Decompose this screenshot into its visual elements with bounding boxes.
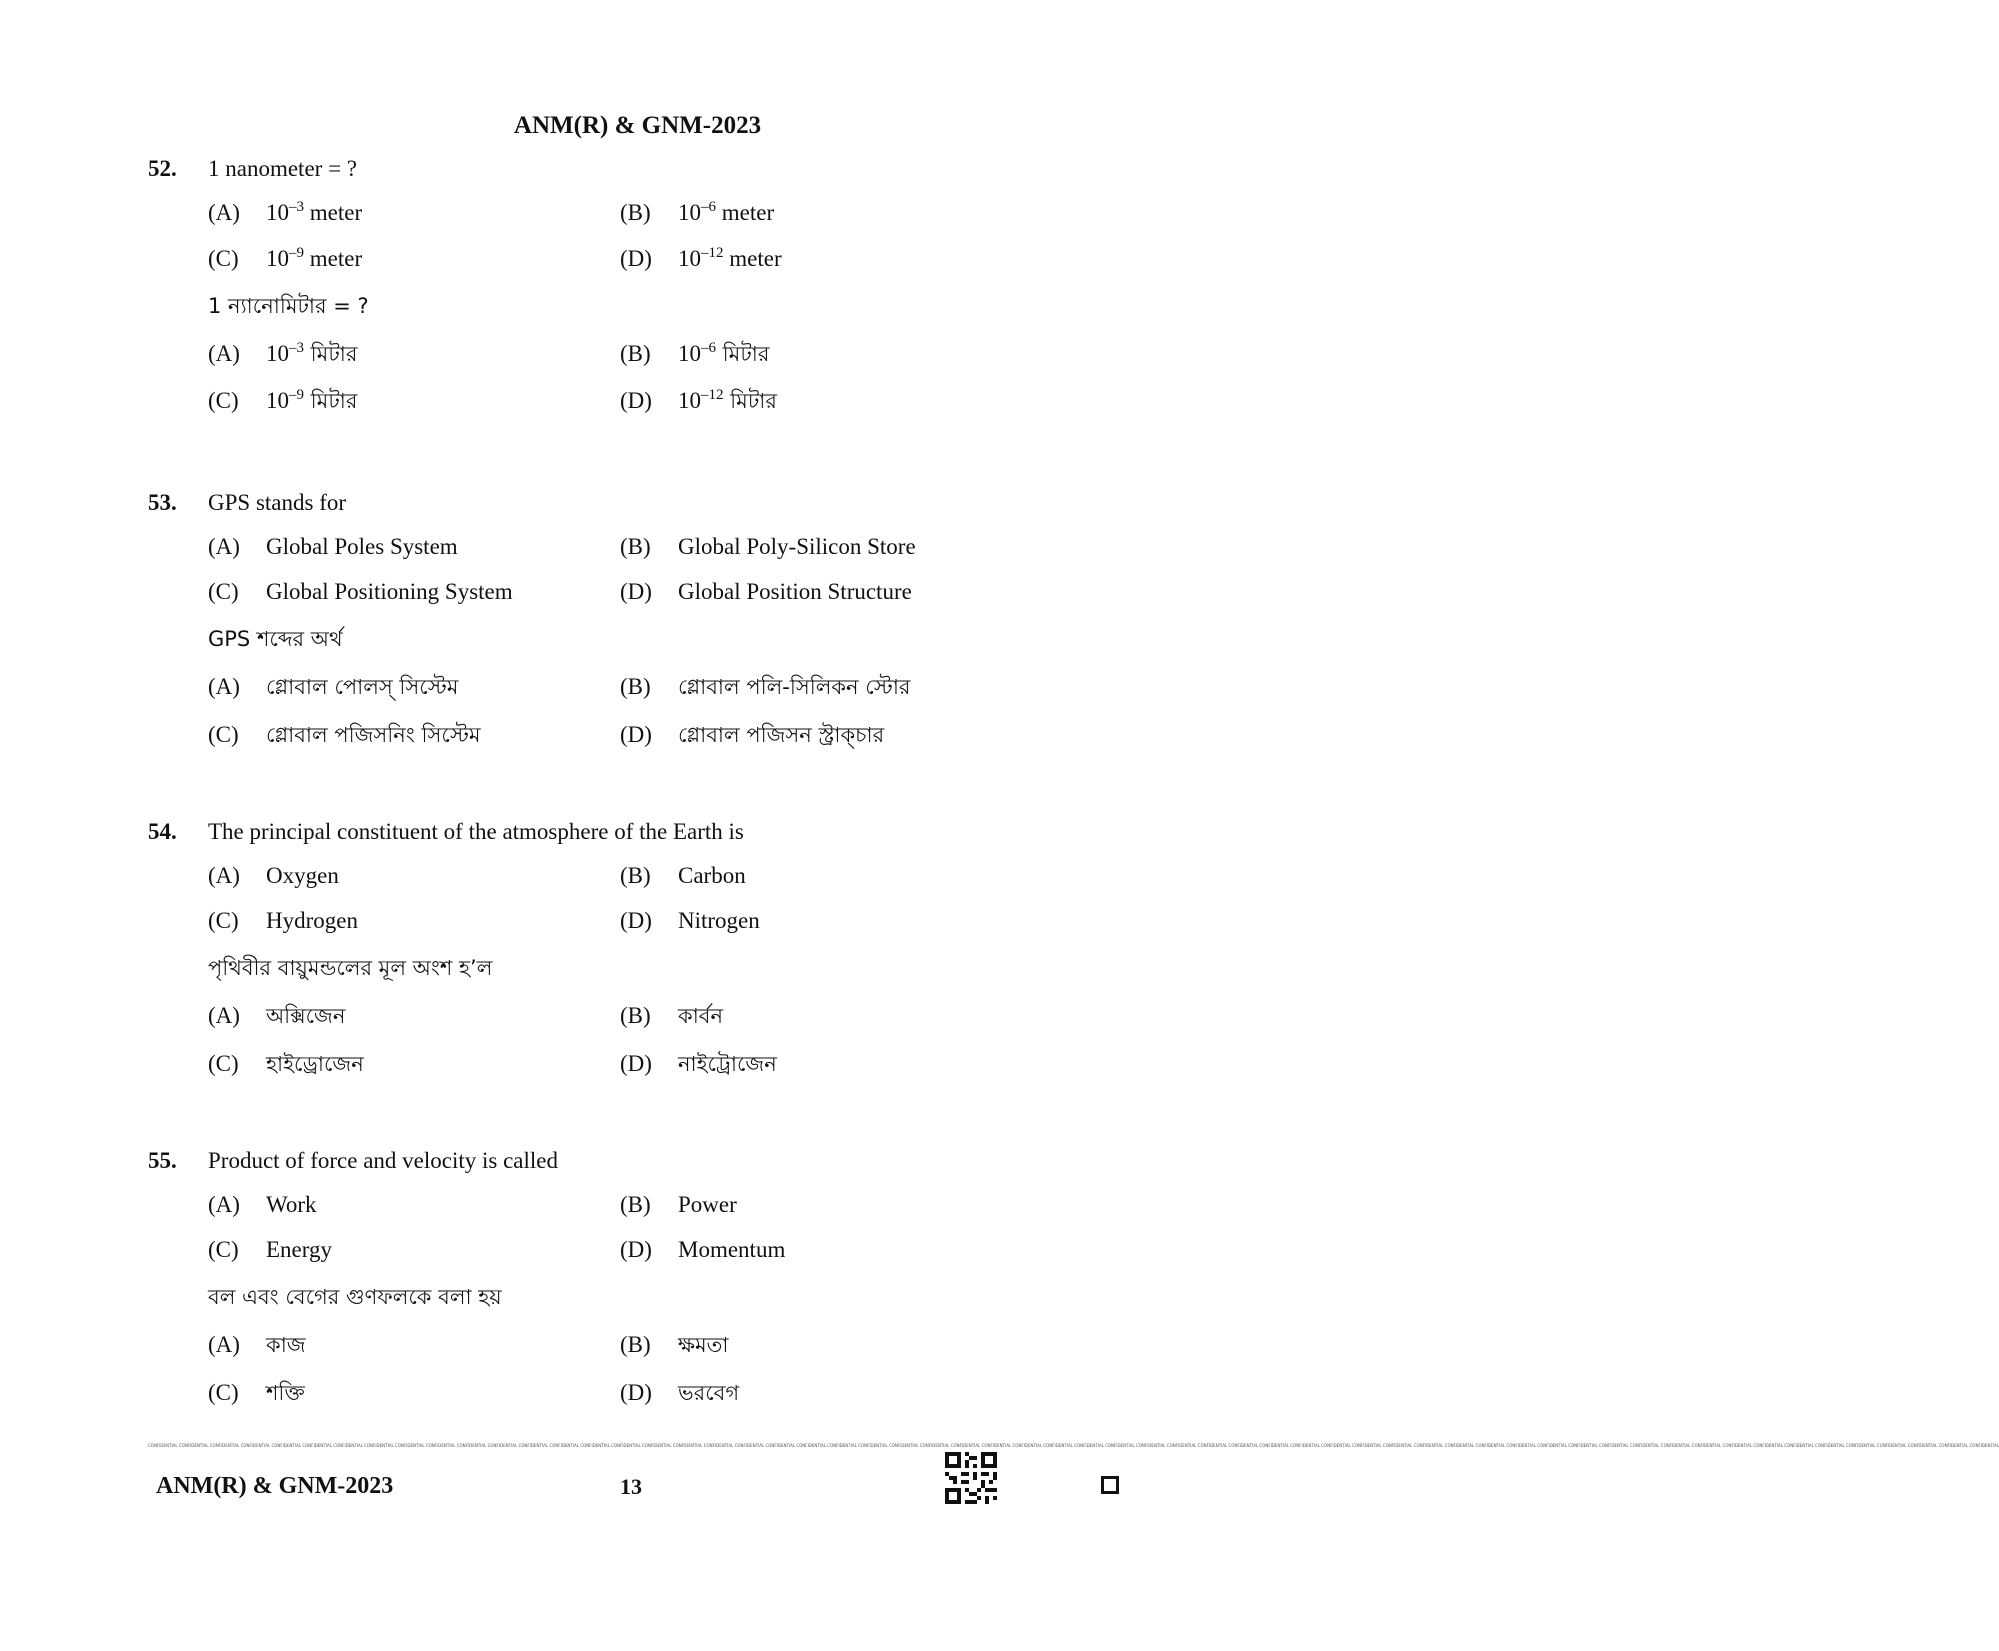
option-base: 10	[678, 200, 701, 225]
option-d-en	[620, 908, 760, 934]
option-label: (D)	[620, 1237, 652, 1262]
option-label: (C)	[208, 1051, 239, 1076]
option-label: (B)	[620, 1003, 651, 1028]
option-base: 10	[678, 388, 701, 413]
option-label: (C)	[208, 579, 239, 604]
option-c-bn	[208, 1377, 305, 1412]
question-number: 54.	[148, 819, 177, 844]
option-text: কার্বন	[678, 1004, 724, 1028]
option-text: Global Position Structure	[678, 579, 912, 604]
option-unit: মিটার	[304, 389, 358, 413]
option-text: Hydrogen	[266, 908, 358, 933]
option-c-en	[208, 908, 358, 934]
option-text: Global Positioning System	[266, 579, 513, 604]
option-label: (A)	[208, 341, 240, 366]
option-text: Global Poles System	[266, 534, 458, 559]
option-text: নাইট্রোজেন	[678, 1052, 777, 1076]
square-mark-icon	[1101, 1476, 1119, 1494]
option-label: (B)	[620, 341, 651, 366]
option-label: (D)	[620, 1051, 652, 1076]
option-d-bn	[620, 1377, 739, 1412]
option-label: (C)	[208, 1237, 239, 1262]
option-text: Work	[266, 1192, 317, 1217]
option-b-bn	[620, 338, 769, 373]
option-exponent: –3	[289, 199, 304, 215]
option-exponent: –6	[701, 340, 716, 356]
option-unit: মিটার	[304, 342, 358, 366]
question-stem-en: 1 nanometer = ?	[208, 156, 357, 181]
option-label: (D)	[620, 908, 652, 933]
option-label: (D)	[620, 388, 652, 413]
option-label: (C)	[208, 722, 239, 747]
question-number: 53.	[148, 490, 177, 515]
option-text: Momentum	[678, 1237, 786, 1262]
option-label: (D)	[620, 722, 652, 747]
option-label: (A)	[208, 1003, 240, 1028]
option-a-bn	[208, 1329, 306, 1364]
option-a-bn	[208, 671, 458, 706]
option-c-en	[208, 1237, 332, 1263]
option-base: 10	[266, 388, 289, 413]
option-text: Energy	[266, 1237, 333, 1262]
option-a-bn	[208, 338, 357, 373]
option-text: কাজ	[266, 1333, 306, 1357]
option-c-bn	[208, 1048, 364, 1083]
option-base: 10	[266, 200, 289, 225]
option-text: গ্লোবাল পজিসনিং সিস্টেম	[266, 723, 481, 747]
option-a-en	[208, 200, 362, 226]
option-label: (C)	[208, 1380, 239, 1405]
option-label: (B)	[620, 1192, 651, 1217]
option-b-en	[620, 200, 774, 226]
option-label: (A)	[208, 1192, 240, 1217]
option-label: (B)	[620, 534, 651, 559]
stem-text: GPS শব্দের অর্থ	[208, 627, 343, 651]
option-b-bn	[620, 1000, 723, 1035]
option-b-en	[620, 1192, 737, 1218]
option-label: (D)	[620, 246, 652, 271]
question-stem-en: Product of force and velocity is called	[208, 1148, 558, 1173]
option-label: (B)	[620, 674, 651, 699]
question-stem-bn: বল এবং বেগের গুণফলকে বলা হয়	[208, 1285, 502, 1309]
option-exponent: –9	[289, 387, 304, 403]
option-c-en	[208, 579, 513, 605]
option-text: Global Poly-Silicon Store	[678, 534, 916, 559]
option-base: 10	[678, 246, 701, 271]
option-label: (A)	[208, 674, 240, 699]
page-number: 13	[620, 1474, 642, 1499]
option-text: শক্তি	[266, 1381, 305, 1405]
option-a-en	[208, 1192, 317, 1218]
option-label: (B)	[620, 200, 651, 225]
option-label: (A)	[208, 534, 240, 559]
option-text: Carbon	[678, 863, 746, 888]
option-unit: মিটার	[716, 342, 770, 366]
option-d-en	[620, 246, 782, 272]
option-label: (D)	[620, 579, 652, 604]
option-label: (A)	[208, 1332, 240, 1357]
option-b-en	[620, 534, 916, 560]
option-label: (B)	[620, 1332, 651, 1357]
option-label: (C)	[208, 246, 239, 271]
option-c-en	[208, 246, 362, 272]
question-stem-en: GPS stands for	[208, 490, 347, 515]
option-text: হাইড্রোজেন	[266, 1052, 364, 1076]
page-header-title: ANM(R) & GNM-2023	[513, 112, 762, 139]
option-d-bn	[620, 385, 777, 420]
option-text: ক্ষমতা	[678, 1333, 729, 1357]
question-number: 52.	[148, 156, 177, 181]
option-exponent: –12	[701, 245, 724, 261]
option-base: 10	[266, 246, 289, 271]
question-stem-bn: পৃথিবীর বায়ুমন্ডলের মূল অংশ হ’ল	[208, 956, 493, 980]
question-stem-bn: 1 ন্যানোমিটার = ?	[208, 294, 369, 318]
option-text: গ্লোবাল পোলস্ সিস্টেম	[266, 675, 459, 699]
option-c-bn	[208, 719, 481, 754]
question-stem-bn	[208, 623, 343, 658]
option-exponent: –12	[701, 387, 724, 403]
option-base: 10	[266, 341, 289, 366]
option-label: (A)	[208, 200, 240, 225]
option-text: Nitrogen	[678, 908, 760, 933]
option-text: অক্সিজেন	[266, 1004, 346, 1028]
option-label: (C)	[208, 388, 239, 413]
option-label: (D)	[620, 1380, 652, 1405]
option-a-en	[208, 534, 458, 560]
option-unit: meter	[716, 200, 775, 225]
option-a-bn	[208, 1000, 345, 1035]
option-c-bn	[208, 385, 357, 420]
option-d-bn	[620, 719, 884, 754]
question-stem-en: The principal constituent of the atmosphere of the Earth is	[208, 819, 744, 844]
option-text: গ্লোবাল পজিসন স্ট্রাক্‌চার	[678, 723, 885, 747]
option-label: (A)	[208, 863, 240, 888]
question-number: 55.	[148, 1148, 177, 1173]
option-b-en	[620, 863, 746, 889]
option-d-en	[620, 579, 912, 605]
option-b-bn	[620, 1329, 729, 1364]
option-text: ভরবেগ	[678, 1381, 740, 1405]
option-exponent: –6	[701, 199, 716, 215]
qr-code-icon	[945, 1452, 997, 1504]
option-b-bn	[620, 671, 911, 706]
option-unit: meter	[304, 200, 363, 225]
option-text: গ্লোবাল পলি-সিলিকন স্টোর	[678, 675, 911, 699]
option-unit: meter	[304, 246, 363, 271]
option-unit: meter	[723, 246, 782, 271]
option-d-en	[620, 1237, 785, 1263]
option-a-en	[208, 863, 339, 889]
option-label: (C)	[208, 908, 239, 933]
option-text: Oxygen	[266, 863, 339, 888]
option-exponent: –9	[289, 245, 304, 261]
option-d-bn	[620, 1048, 777, 1083]
option-base: 10	[678, 341, 701, 366]
confidential-strip: CONFIDENTIAL CONFIDENTIAL CONFIDENTIAL CONFIDENTIAL CONFIDENTIAL CONFIDENTIAL CONFIDENTIAL CONFIDENTIAL CONFIDENTIAL CONFIDENTIAL CONFIDENTIAL CONFIDENTIAL CONFIDENTIAL CONFIDENTIAL CONFIDENTIAL CONFIDENTIAL CONFIDENTIAL CONFIDENTIAL CONFIDENTIAL CONFIDENTIAL CONFIDENTIAL CONFIDENTIAL CONFIDENTIAL CONFIDENTIAL CONFIDENTIAL CONFIDENTIAL CONFIDENTIAL CONFIDENTIAL CONFIDENTIAL CONFIDENTIAL CONFIDENTIAL CONFIDENTIAL CONFIDENTIAL CONFIDENTIAL CONFIDENTIAL CONFIDENTIAL CONFIDENTIAL CONFIDENTIAL CONFIDENTIAL CONFIDENTIAL CONFIDENTIAL CONFIDENTIAL CONFIDENTIAL CONFIDENTIAL CONFIDENTIAL CONFIDENTIAL CONFIDENTIAL CONFIDENTIAL CONFIDENTIAL CONFIDENTIAL CONFIDENTIAL CONFIDENTIAL CONFIDENTIAL CONFIDENTIAL CONFIDENTIAL CONFIDENTIAL CONFIDENTIAL CONFIDENTIAL CONFIDENTIAL CONFIDENTIAL	[148, 1443, 1999, 1448]
footer-exam-code: ANM(R) & GNM-2023	[156, 1473, 394, 1499]
option-label: (B)	[620, 863, 651, 888]
option-unit: মিটার	[723, 389, 777, 413]
option-text: Power	[678, 1192, 737, 1217]
option-exponent: –3	[289, 340, 304, 356]
